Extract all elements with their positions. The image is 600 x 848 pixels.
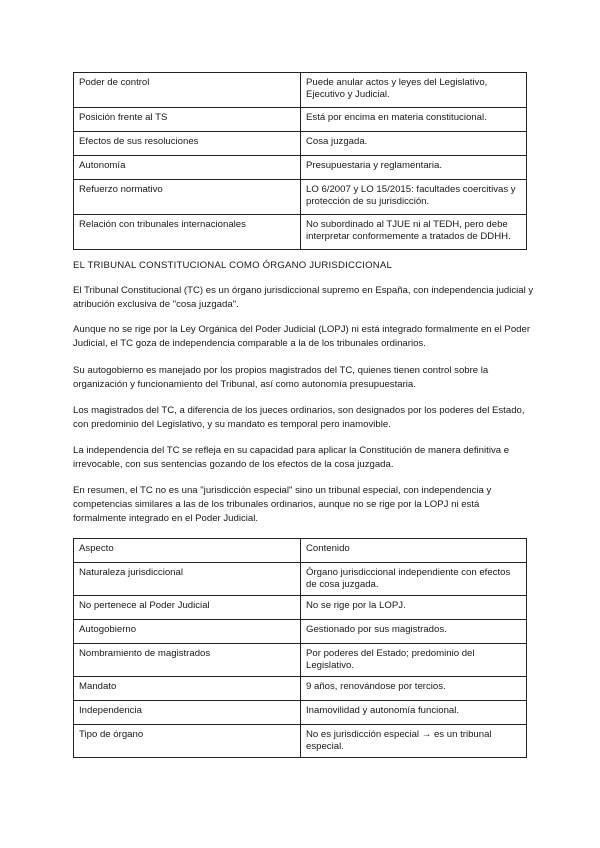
table-header-content: Contenido (301, 539, 527, 563)
table-row (74, 620, 527, 644)
table-row (74, 180, 527, 215)
table-row (74, 156, 527, 180)
table-row (74, 701, 527, 725)
paragraph: El Tribunal Constitucional (TC) es un órgano jurisdiccional supremo en España, con independencia judicial y atribución exclusiva de "cosa juzgada". (73, 285, 534, 310)
table-row (74, 596, 527, 620)
tc-features-table (73, 72, 527, 250)
table-row (74, 108, 527, 132)
table-cell-content: Órgano jurisdiccional independiente con efectos de cosa juzgada. (301, 563, 527, 596)
table-row (74, 563, 527, 596)
tc-summary-table (73, 538, 527, 758)
table-cell-content: Por poderes del Estado; predominio del Legislativo. (301, 644, 527, 677)
table-cell-content: Cosa juzgada. (301, 132, 527, 156)
table-cell-aspect: Independencia (74, 701, 301, 725)
paragraph: Aunque no se rige por la Ley Orgánica del Poder Judicial (LOPJ) ni está integrado formalmente en el Poder Judicial, el TC goza de independencia comparable a la de los tribunales ordinarios. (73, 324, 531, 349)
table-header-aspect: Aspecto (74, 539, 301, 563)
table-row (74, 644, 527, 677)
table-row (74, 725, 527, 758)
table-row (74, 215, 527, 250)
table-cell-aspect: Nombramiento de magistrados (74, 644, 301, 677)
table-row (74, 677, 527, 701)
table-cell-content: No se rige por la LOPJ. (301, 596, 527, 620)
table-cell-content: Está por encima en materia constitucional. (301, 108, 527, 132)
paragraph: Los magistrados del TC, a diferencia de los jueces ordinarios, son designados por los poderes del Estado, con predominio del Legislativo, y su mandato es temporal pero inamovible. (73, 405, 525, 430)
table-cell-aspect: Refuerzo normativo (74, 180, 301, 215)
table-cell-content: Gestionado por sus magistrados. (301, 620, 527, 644)
table-row (74, 132, 527, 156)
table-cell-aspect: No pertenece al Poder Judicial (74, 596, 301, 620)
table-cell-aspect: Tipo de órgano (74, 725, 301, 758)
paragraph: Su autogobierno es manejado por los propios magistrados del TC, quienes tienen control sobre la organización y funcionamiento del Tribunal, así como autonomía presupuestaria. (73, 365, 489, 390)
table-cell-aspect: Relación con tribunales internacionales (74, 215, 301, 250)
table-cell-content: No es jurisdicción especial → es un tribunal especial. (301, 725, 527, 758)
table-cell-aspect: Mandato (74, 677, 301, 701)
table-cell-aspect: Efectos de sus resoluciones (74, 132, 301, 156)
table-row (74, 73, 527, 108)
table-cell-aspect: Naturaleza jurisdiccional (74, 563, 301, 596)
table-header-row (74, 539, 527, 563)
table-cell-aspect: Poder de control (74, 73, 301, 108)
table-cell-aspect: Autogobierno (74, 620, 301, 644)
paragraph: En resumen, el TC no es una "jurisdicción especial" sino un tribunal especial, con independencia y competencias similares a las de los tribunales ordinarios, aunque no se rige por la LOPJ ni está formalmente integrado en el Poder Judicial. (73, 485, 492, 524)
table-cell-aspect: Autonomía (74, 156, 301, 180)
table-cell-aspect: Posición frente al TS (74, 108, 301, 132)
section-heading: EL TRIBUNAL CONSTITUCIONAL COMO ÓRGANO JURISDICCIONAL (73, 260, 393, 271)
table-cell-content: LO 6/2007 y LO 15/2015: facultades coercitivas y protección de su jurisdicción. (301, 180, 527, 215)
table-cell-content: Puede anular actos y leyes del Legislativo, Ejecutivo y Judicial. (301, 73, 527, 108)
paragraph: La independencia del TC se refleja en su capacidad para aplicar la Constitución de manera definitiva e irrevocable, con sus sentencias gozando de los efectos de la cosa juzgada. (73, 445, 510, 470)
table-cell-content: Inamovilidad y autonomía funcional. (301, 701, 527, 725)
table-cell-content: No subordinado al TJUE ni al TEDH, pero debe interpretar conformemente a tratados de DDHH. (301, 215, 527, 250)
table-cell-content: 9 años, renovándose por tercios. (301, 677, 527, 701)
table-cell-content: Presupuestaria y reglamentaria. (301, 156, 527, 180)
